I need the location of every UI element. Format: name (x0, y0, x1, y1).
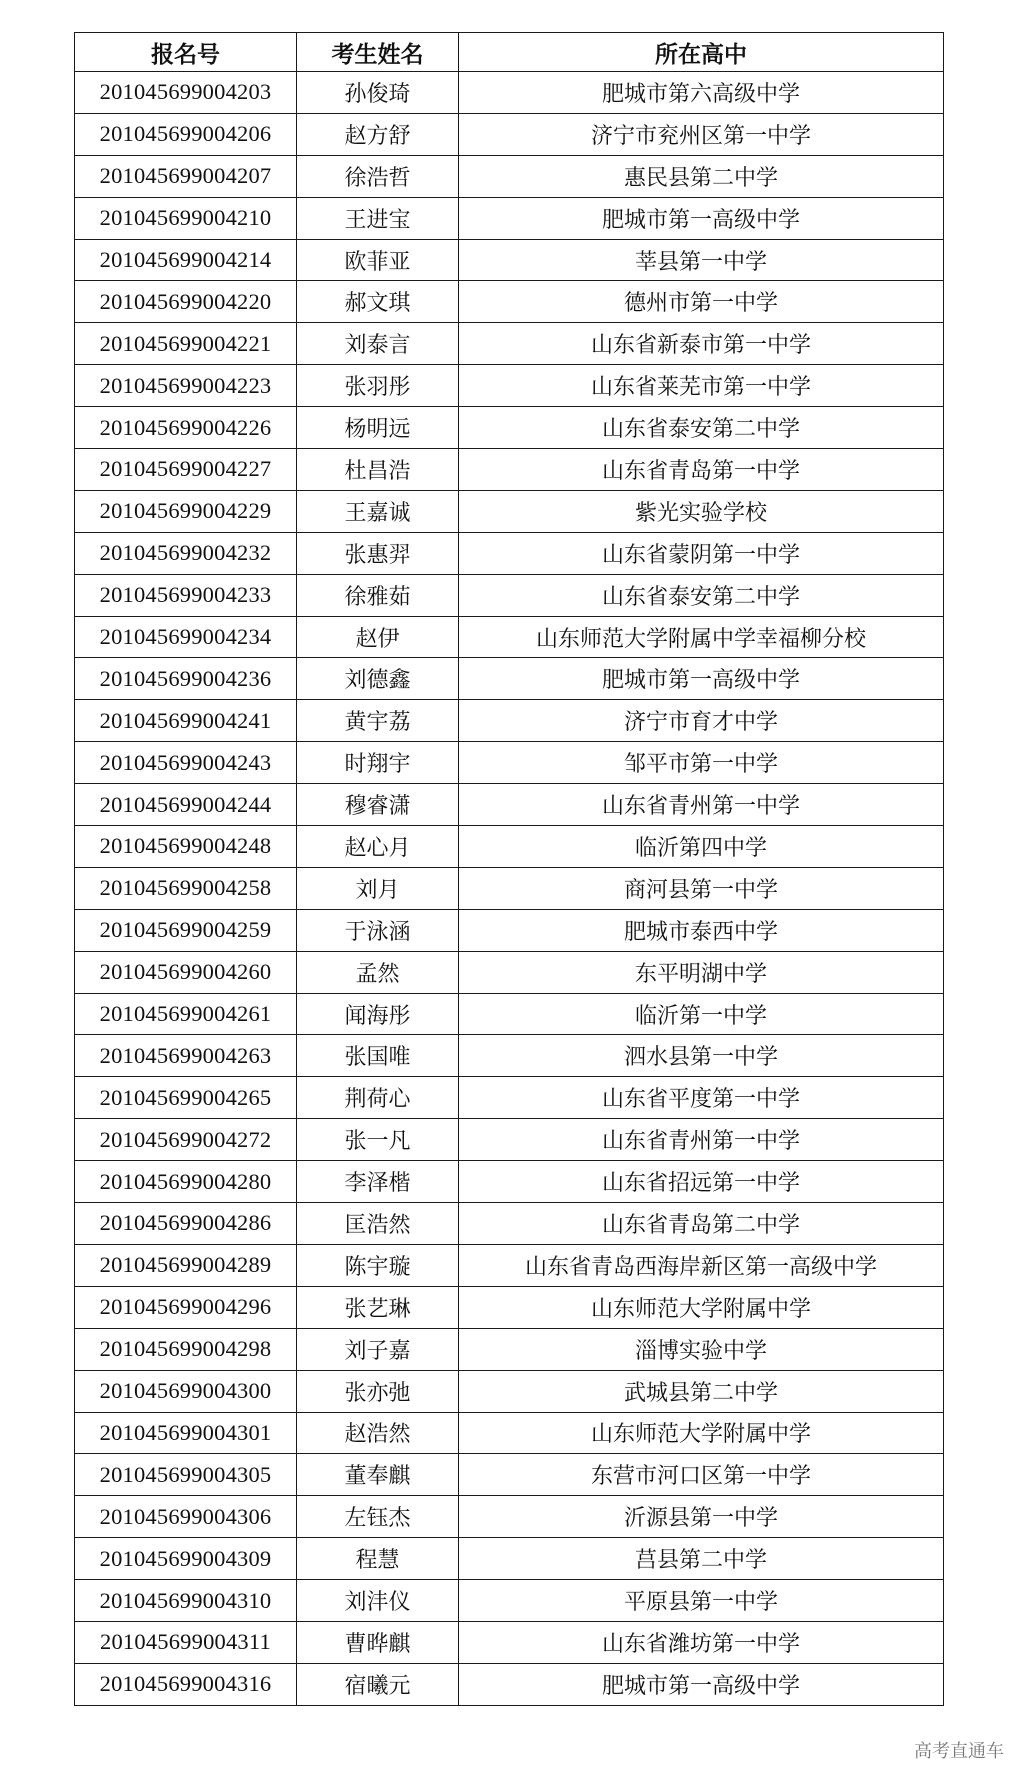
table-row (75, 700, 944, 742)
registration-number-cell: 201045699004296 (75, 1286, 297, 1328)
student-name-cell: 孟然 (297, 951, 459, 993)
admission-list-table-container (74, 32, 943, 1706)
high-school-cell: 山东师范大学附属中学 (459, 1286, 944, 1328)
registration-number-cell: 201045699004227 (75, 449, 297, 491)
registration-number-cell: 201045699004265 (75, 1077, 297, 1119)
table-row (75, 1203, 944, 1245)
registration-number-cell: 201045699004220 (75, 281, 297, 323)
table-row (75, 993, 944, 1035)
high-school-cell: 山东省潍坊第一中学 (459, 1621, 944, 1663)
registration-number-cell: 201045699004221 (75, 323, 297, 365)
student-name-cell: 王嘉诚 (297, 490, 459, 532)
high-school-cell: 山东师范大学附属中学幸福柳分校 (459, 616, 944, 658)
table-row (75, 239, 944, 281)
student-name-cell: 李泽楷 (297, 1161, 459, 1203)
student-name-cell: 曹晔麒 (297, 1621, 459, 1663)
table-row (75, 155, 944, 197)
table-row (75, 1244, 944, 1286)
registration-number-cell: 201045699004210 (75, 197, 297, 239)
student-name-cell: 刘月 (297, 867, 459, 909)
high-school-cell: 济宁市育才中学 (459, 700, 944, 742)
watermark-text: 高考直通车 (914, 1741, 1004, 1762)
high-school-cell: 莒县第二中学 (459, 1538, 944, 1580)
student-name-cell: 荆荷心 (297, 1077, 459, 1119)
student-name-cell: 张国唯 (297, 1035, 459, 1077)
registration-number-cell: 201045699004203 (75, 72, 297, 114)
registration-number-cell: 201045699004248 (75, 826, 297, 868)
high-school-cell: 武城县第二中学 (459, 1370, 944, 1412)
table-header-row (75, 33, 944, 72)
registration-number-cell: 201045699004244 (75, 784, 297, 826)
high-school-cell: 德州市第一中学 (459, 281, 944, 323)
table-row (75, 867, 944, 909)
student-name-cell: 陈宇璇 (297, 1244, 459, 1286)
student-name-cell: 程慧 (297, 1538, 459, 1580)
student-name-cell: 刘子嘉 (297, 1328, 459, 1370)
table-row (75, 1412, 944, 1454)
high-school-cell: 山东省青岛第一中学 (459, 449, 944, 491)
high-school-cell: 邹平市第一中学 (459, 742, 944, 784)
student-name-cell: 王进宝 (297, 197, 459, 239)
header-student-name: 考生姓名 (297, 33, 459, 72)
student-name-cell: 赵心月 (297, 826, 459, 868)
student-name-cell: 宿曦元 (297, 1663, 459, 1705)
table-row (75, 1328, 944, 1370)
registration-number-cell: 201045699004306 (75, 1496, 297, 1538)
table-row (75, 1621, 944, 1663)
student-name-cell: 徐雅茹 (297, 574, 459, 616)
registration-number-cell: 201045699004310 (75, 1580, 297, 1622)
student-name-cell: 张艺琳 (297, 1286, 459, 1328)
high-school-cell: 沂源县第一中学 (459, 1496, 944, 1538)
student-name-cell: 董奉麒 (297, 1454, 459, 1496)
header-registration-number: 报名号 (75, 33, 297, 72)
student-name-cell: 刘德鑫 (297, 658, 459, 700)
high-school-cell: 山东省蒙阴第一中学 (459, 532, 944, 574)
registration-number-cell: 201045699004301 (75, 1412, 297, 1454)
high-school-cell: 东平明湖中学 (459, 951, 944, 993)
student-name-cell: 赵伊 (297, 616, 459, 658)
student-name-cell: 刘沣仪 (297, 1580, 459, 1622)
high-school-cell: 山东省青岛西海岸新区第一高级中学 (459, 1244, 944, 1286)
table-row (75, 1496, 944, 1538)
registration-number-cell: 201045699004241 (75, 700, 297, 742)
student-name-cell: 杨明远 (297, 407, 459, 449)
student-name-cell: 张羽彤 (297, 365, 459, 407)
registration-number-cell: 201045699004206 (75, 113, 297, 155)
registration-number-cell: 201045699004286 (75, 1203, 297, 1245)
high-school-cell: 山东省莱芜市第一中学 (459, 365, 944, 407)
high-school-cell: 肥城市第六高级中学 (459, 72, 944, 114)
table-row (75, 1580, 944, 1622)
student-name-cell: 匡浩然 (297, 1203, 459, 1245)
table-row (75, 658, 944, 700)
registration-number-cell: 201045699004214 (75, 239, 297, 281)
registration-number-cell: 201045699004263 (75, 1035, 297, 1077)
table-row (75, 72, 944, 114)
registration-number-cell: 201045699004233 (75, 574, 297, 616)
table-row (75, 1286, 944, 1328)
high-school-cell: 山东师范大学附属中学 (459, 1412, 944, 1454)
student-name-cell: 杜昌浩 (297, 449, 459, 491)
registration-number-cell: 201045699004223 (75, 365, 297, 407)
high-school-cell: 山东省泰安第二中学 (459, 407, 944, 449)
high-school-cell: 临沂第四中学 (459, 826, 944, 868)
table-row (75, 826, 944, 868)
high-school-cell: 平原县第一中学 (459, 1580, 944, 1622)
student-name-cell: 赵浩然 (297, 1412, 459, 1454)
table-row (75, 909, 944, 951)
registration-number-cell: 201045699004311 (75, 1621, 297, 1663)
table-row (75, 1161, 944, 1203)
student-name-cell: 孙俊琦 (297, 72, 459, 114)
table-row (75, 1454, 944, 1496)
registration-number-cell: 201045699004259 (75, 909, 297, 951)
high-school-cell: 临沂第一中学 (459, 993, 944, 1035)
high-school-cell: 紫光实验学校 (459, 490, 944, 532)
registration-number-cell: 201045699004261 (75, 993, 297, 1035)
admission-list-table (74, 32, 944, 1706)
table-body (75, 72, 944, 1706)
high-school-cell: 肥城市第一高级中学 (459, 1663, 944, 1705)
high-school-cell: 肥城市第一高级中学 (459, 197, 944, 239)
high-school-cell: 惠民县第二中学 (459, 155, 944, 197)
table-row (75, 407, 944, 449)
registration-number-cell: 201045699004229 (75, 490, 297, 532)
table-row (75, 281, 944, 323)
student-name-cell: 黄宇荔 (297, 700, 459, 742)
registration-number-cell: 201045699004243 (75, 742, 297, 784)
high-school-cell: 淄博实验中学 (459, 1328, 944, 1370)
table-row (75, 1035, 944, 1077)
registration-number-cell: 201045699004236 (75, 658, 297, 700)
student-name-cell: 徐浩哲 (297, 155, 459, 197)
high-school-cell: 肥城市泰西中学 (459, 909, 944, 951)
registration-number-cell: 201045699004298 (75, 1328, 297, 1370)
registration-number-cell: 201045699004234 (75, 616, 297, 658)
table-row (75, 1119, 944, 1161)
high-school-cell: 商河县第一中学 (459, 867, 944, 909)
table-row (75, 490, 944, 532)
table-row (75, 1370, 944, 1412)
header-high-school: 所在高中 (459, 33, 944, 72)
registration-number-cell: 201045699004316 (75, 1663, 297, 1705)
high-school-cell: 山东省招远第一中学 (459, 1161, 944, 1203)
table-row (75, 742, 944, 784)
high-school-cell: 山东省青岛第二中学 (459, 1203, 944, 1245)
registration-number-cell: 201045699004226 (75, 407, 297, 449)
table-row (75, 574, 944, 616)
student-name-cell: 张一凡 (297, 1119, 459, 1161)
registration-number-cell: 201045699004272 (75, 1119, 297, 1161)
table-row (75, 365, 944, 407)
registration-number-cell: 201045699004309 (75, 1538, 297, 1580)
high-school-cell: 山东省泰安第二中学 (459, 574, 944, 616)
table-row (75, 951, 944, 993)
student-name-cell: 张惠羿 (297, 532, 459, 574)
table-row (75, 197, 944, 239)
registration-number-cell: 201045699004300 (75, 1370, 297, 1412)
table-row (75, 1663, 944, 1705)
table-row (75, 1077, 944, 1119)
table-row (75, 1538, 944, 1580)
registration-number-cell: 201045699004305 (75, 1454, 297, 1496)
high-school-cell: 山东省平度第一中学 (459, 1077, 944, 1119)
student-name-cell: 闻海彤 (297, 993, 459, 1035)
high-school-cell: 东营市河口区第一中学 (459, 1454, 944, 1496)
table-row (75, 784, 944, 826)
high-school-cell: 山东省新泰市第一中学 (459, 323, 944, 365)
high-school-cell: 山东省青州第一中学 (459, 784, 944, 826)
high-school-cell: 济宁市兖州区第一中学 (459, 113, 944, 155)
table-row (75, 323, 944, 365)
table-row (75, 616, 944, 658)
student-name-cell: 张亦弛 (297, 1370, 459, 1412)
high-school-cell: 山东省青州第一中学 (459, 1119, 944, 1161)
table-row (75, 113, 944, 155)
table-row (75, 532, 944, 574)
student-name-cell: 穆睿潇 (297, 784, 459, 826)
registration-number-cell: 201045699004289 (75, 1244, 297, 1286)
student-name-cell: 刘泰言 (297, 323, 459, 365)
registration-number-cell: 201045699004258 (75, 867, 297, 909)
registration-number-cell: 201045699004280 (75, 1161, 297, 1203)
high-school-cell: 肥城市第一高级中学 (459, 658, 944, 700)
registration-number-cell: 201045699004260 (75, 951, 297, 993)
table-row (75, 449, 944, 491)
student-name-cell: 赵方舒 (297, 113, 459, 155)
student-name-cell: 时翔宇 (297, 742, 459, 784)
student-name-cell: 左钰杰 (297, 1496, 459, 1538)
student-name-cell: 欧菲亚 (297, 239, 459, 281)
registration-number-cell: 201045699004232 (75, 532, 297, 574)
registration-number-cell: 201045699004207 (75, 155, 297, 197)
student-name-cell: 郝文琪 (297, 281, 459, 323)
high-school-cell: 莘县第一中学 (459, 239, 944, 281)
high-school-cell: 泗水县第一中学 (459, 1035, 944, 1077)
student-name-cell: 于泳涵 (297, 909, 459, 951)
